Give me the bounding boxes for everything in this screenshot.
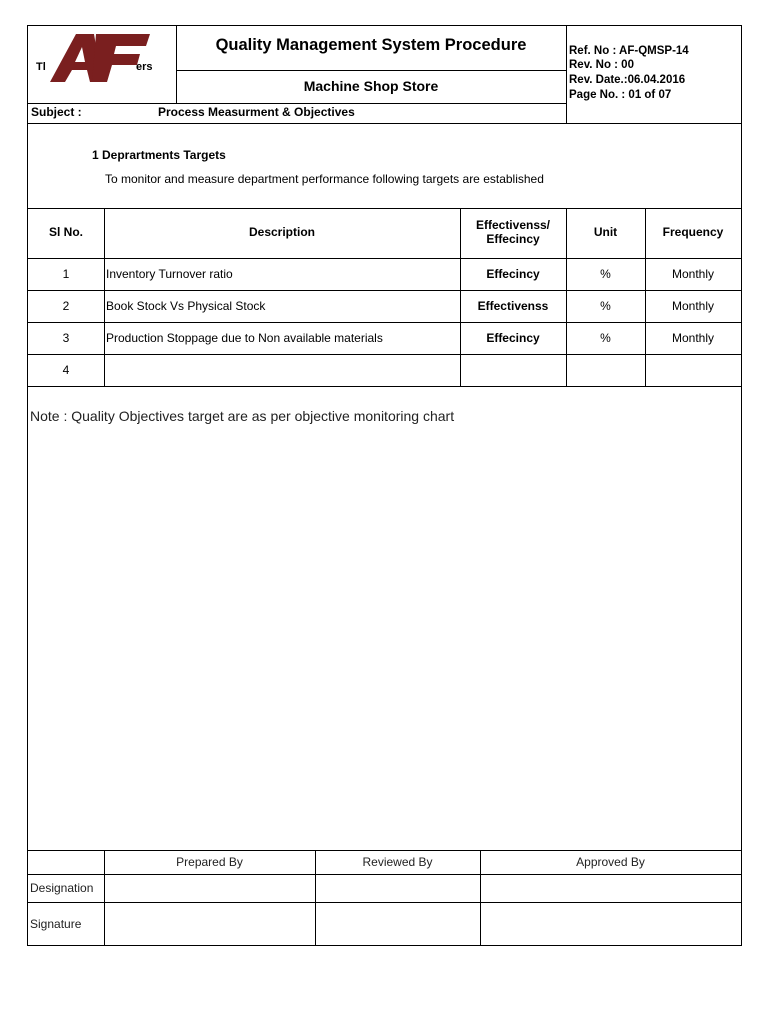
logo-text-right: ers <box>136 61 153 73</box>
table-cell-frequency: Monthly <box>671 331 715 345</box>
header-unit: Unit <box>593 225 618 240</box>
prepared-by-label: Prepared By <box>176 855 243 869</box>
table-cell-unit: % <box>600 267 611 281</box>
table-cell-sl: 1 <box>62 267 70 281</box>
logo-text-left: Tl <box>36 61 46 73</box>
reviewed-by-label: Reviewed By <box>362 855 433 869</box>
document-subtitle: Machine Shop Store <box>303 78 439 94</box>
table-cell-frequency <box>645 354 741 386</box>
table-cell-frequency: Monthly <box>671 299 715 313</box>
subject-value: Process Measurment & Objectives <box>158 105 355 119</box>
ref-no: Ref. No : AF-QMSP-14 <box>569 45 689 57</box>
table-cell-sl: 3 <box>62 331 70 345</box>
table-cell-description: Book Stock Vs Physical Stock <box>106 299 266 313</box>
approved-by-label: Approved By <box>576 855 645 869</box>
table-cell-frequency: Monthly <box>671 267 715 281</box>
company-logo <box>28 26 176 104</box>
quality-note: Note : Quality Objectives target are as per objective monitoring chart <box>30 408 455 424</box>
table-cell-effect <box>460 354 566 386</box>
document-title: Quality Management System Procedure <box>215 36 527 54</box>
table-cell-effect: Effectivenss <box>477 299 549 313</box>
header-frequency: Frequency <box>662 225 724 240</box>
header-description: Description <box>248 225 315 240</box>
section-heading: 1 Deprartments Targets <box>92 148 226 162</box>
rev-date: Rev. Date.:06.04.2016 <box>569 74 686 86</box>
header-effectiveness: Effectivenss/ Effecincy <box>475 218 551 246</box>
table-cell-description <box>106 354 456 386</box>
rev-no: Rev. No : 00 <box>569 59 634 71</box>
page-no: Page No. : 01 of 07 <box>569 89 672 101</box>
subject-label: Subject : <box>31 105 82 119</box>
table-cell-description: Inventory Turnover ratio <box>106 267 233 281</box>
table-cell-description: Production Stoppage due to Non available materials <box>106 331 383 345</box>
header-sl-no: Sl No. <box>48 225 83 240</box>
signature-label: Signature <box>30 917 82 931</box>
section-intro: To monitor and measure department performance following targets are established <box>105 172 544 186</box>
designation-label: Designation <box>30 881 94 895</box>
table-cell-sl: 4 <box>62 363 70 377</box>
af-logo-icon <box>50 32 150 82</box>
table-cell-unit: % <box>600 331 611 345</box>
table-cell-sl: 2 <box>62 299 70 313</box>
table-cell-unit: % <box>600 299 611 313</box>
table-cell-effect: Effecincy <box>486 331 540 345</box>
table-cell-unit <box>566 354 645 386</box>
document-page <box>27 25 742 946</box>
table-cell-effect: Effecincy <box>486 267 540 281</box>
